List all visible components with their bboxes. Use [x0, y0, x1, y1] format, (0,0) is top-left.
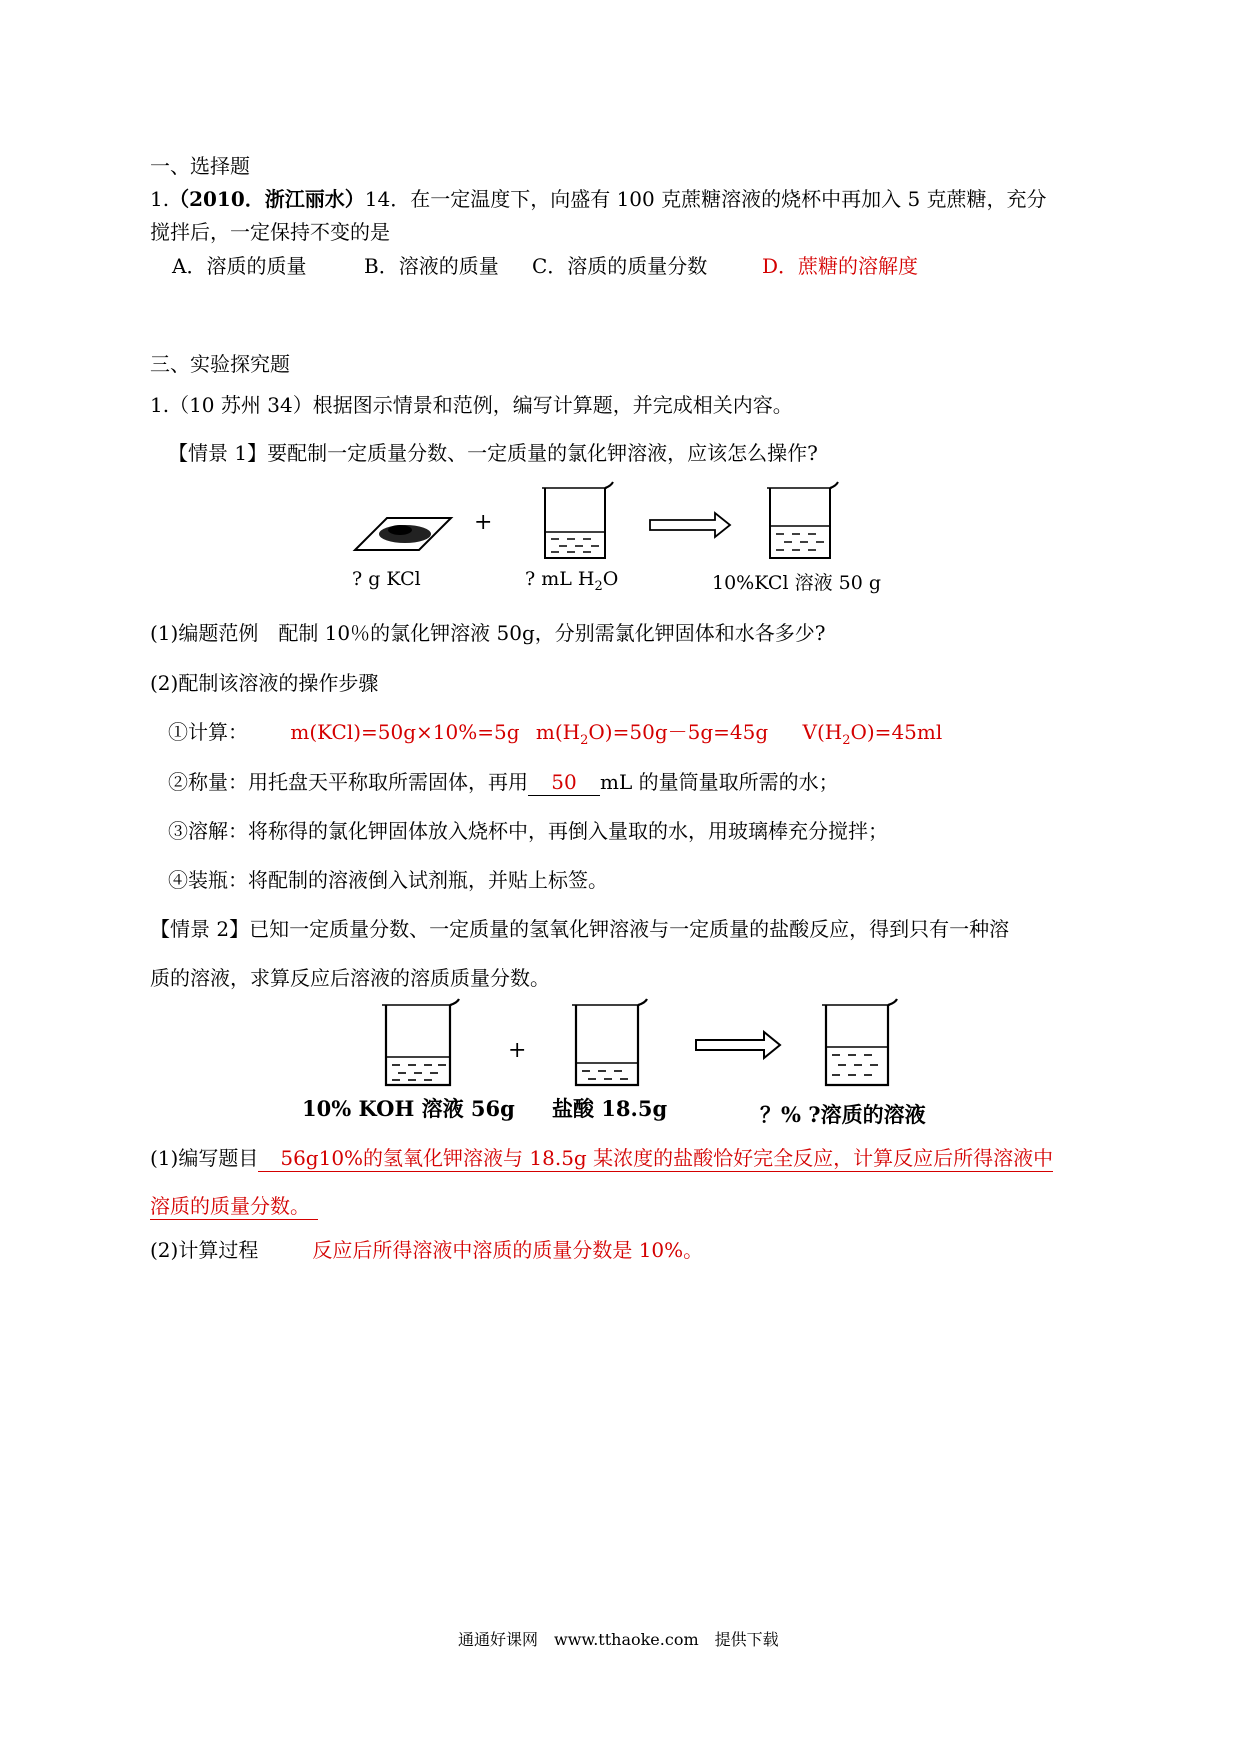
- beaker-koh-icon: [382, 999, 459, 1085]
- scene2-q1-answer-line2: 溶质的质量分数。: [150, 1194, 318, 1220]
- scene1-caption-water: ? mL $H_2O$: [525, 568, 619, 594]
- option-b: B．溶液的质量: [364, 254, 499, 278]
- scene2-question1-cont: [150, 1193, 318, 1219]
- beaker-hcl-icon: [572, 999, 647, 1085]
- scene2-caption-koh: 10% KOH 溶液 56g: [302, 1096, 515, 1121]
- scene2-plus: +: [508, 1038, 527, 1063]
- section-title-choice: 一、选择题: [150, 154, 250, 178]
- scene2-figure: [370, 995, 930, 1095]
- question-number: 1.: [150, 187, 170, 211]
- question-text: 14．在一定温度下，向盛有 100 克蔗糖溶液的烧杯中再加入 5 克蔗糖，充分: [364, 187, 1047, 211]
- step4: ④装瓶：将配制的溶液倒入试剂瓶，并贴上标签。: [168, 868, 608, 892]
- beaker-product-icon: [822, 999, 897, 1085]
- step3: ③溶解：将称得的氯化钾固体放入烧杯中，再倒入量取的水，用玻璃棒充分搅拌；: [168, 819, 888, 843]
- scene2-line2: 质的溶液，求算反应后溶液的溶质质量分数。: [150, 966, 550, 990]
- step1: [168, 719, 942, 754]
- scene1-plus: +: [474, 510, 493, 535]
- weighing-paper-icon: [355, 518, 451, 550]
- scene1-title: 【情景 1】要配制一定质量分数、一定质量的氯化钾溶液，应该怎么操作?: [168, 441, 818, 465]
- page-footer: 通通好课网 www.tthaoke.com 提供下载: [458, 1630, 779, 1649]
- step1-label: ①计算：: [168, 720, 248, 744]
- option-d-answer: D．蔗糖的溶解度: [762, 254, 919, 278]
- scene2-question2: [150, 1237, 703, 1263]
- option-c: C．溶质的质量分数: [532, 254, 708, 278]
- scene2-q2-answer: 反应后所得溶液中溶质的质量分数是 10%。: [312, 1238, 704, 1262]
- question-source: （2010．浙江丽水）: [169, 187, 365, 211]
- question-3-intro: 1.（10 苏州 34）根据图示情景和范例，编写计算题，并完成相关内容。: [150, 393, 793, 417]
- arrow-right-icon: [696, 1032, 780, 1058]
- scene1-example: (1)编题范例 配制 10％的氯化钾溶液 50g，分别需氯化钾固体和水各多少?: [150, 621, 826, 645]
- scene2-caption-product: ？% ?溶质的溶液: [760, 1102, 926, 1127]
- step2: ②称量：用托盘天平称取所需固体，再用 50 mL 的量筒量取所需的水；: [168, 770, 839, 794]
- scene1-caption-solution: 10%KCl 溶液 50 g: [712, 572, 881, 594]
- scene2-q1-answer-line1: 56g10%的氢氧化钾溶液与 18.5g 某浓度的盐酸恰好完全反应，计算反应后所得溶液中: [258, 1146, 1053, 1172]
- question-1-line2: 搅拌后，一定保持不变的是: [150, 220, 390, 244]
- scene1-caption-kcl: ? g KCl: [352, 568, 421, 590]
- scene2-caption-hcl: 盐酸 18.5g: [552, 1096, 668, 1121]
- step1-kcl: m(KCl)=50g×10%=5g: [290, 720, 520, 744]
- scene2-q2-label: (2)计算过程: [150, 1238, 259, 1262]
- step1-water-volume: $V(H_2O)=45ml$: [802, 720, 943, 748]
- step2-blank: 50: [528, 769, 600, 796]
- option-a: A．溶质的质量: [172, 254, 307, 278]
- scene2-question1: [150, 1145, 1053, 1171]
- step1-water-mass: $m(H_2O)=50g-5g=45g$: [535, 720, 769, 748]
- scene2-line1: 【情景 2】已知一定质量分数、一定质量的氢氧化钾溶液与一定质量的盐酸反应，得到只有一种溶: [150, 917, 1010, 941]
- scene1-steps-title: (2)配制该溶液的操作步骤: [150, 671, 379, 695]
- beaker-solution-icon: [767, 482, 838, 558]
- beaker-water-icon: [542, 482, 613, 558]
- arrow-right-icon: [650, 513, 730, 537]
- section-title-experiment: 三、实验探究题: [150, 352, 290, 376]
- question-1-line1: [150, 186, 1047, 212]
- scene2-q1-label: (1)编写题目: [150, 1146, 259, 1170]
